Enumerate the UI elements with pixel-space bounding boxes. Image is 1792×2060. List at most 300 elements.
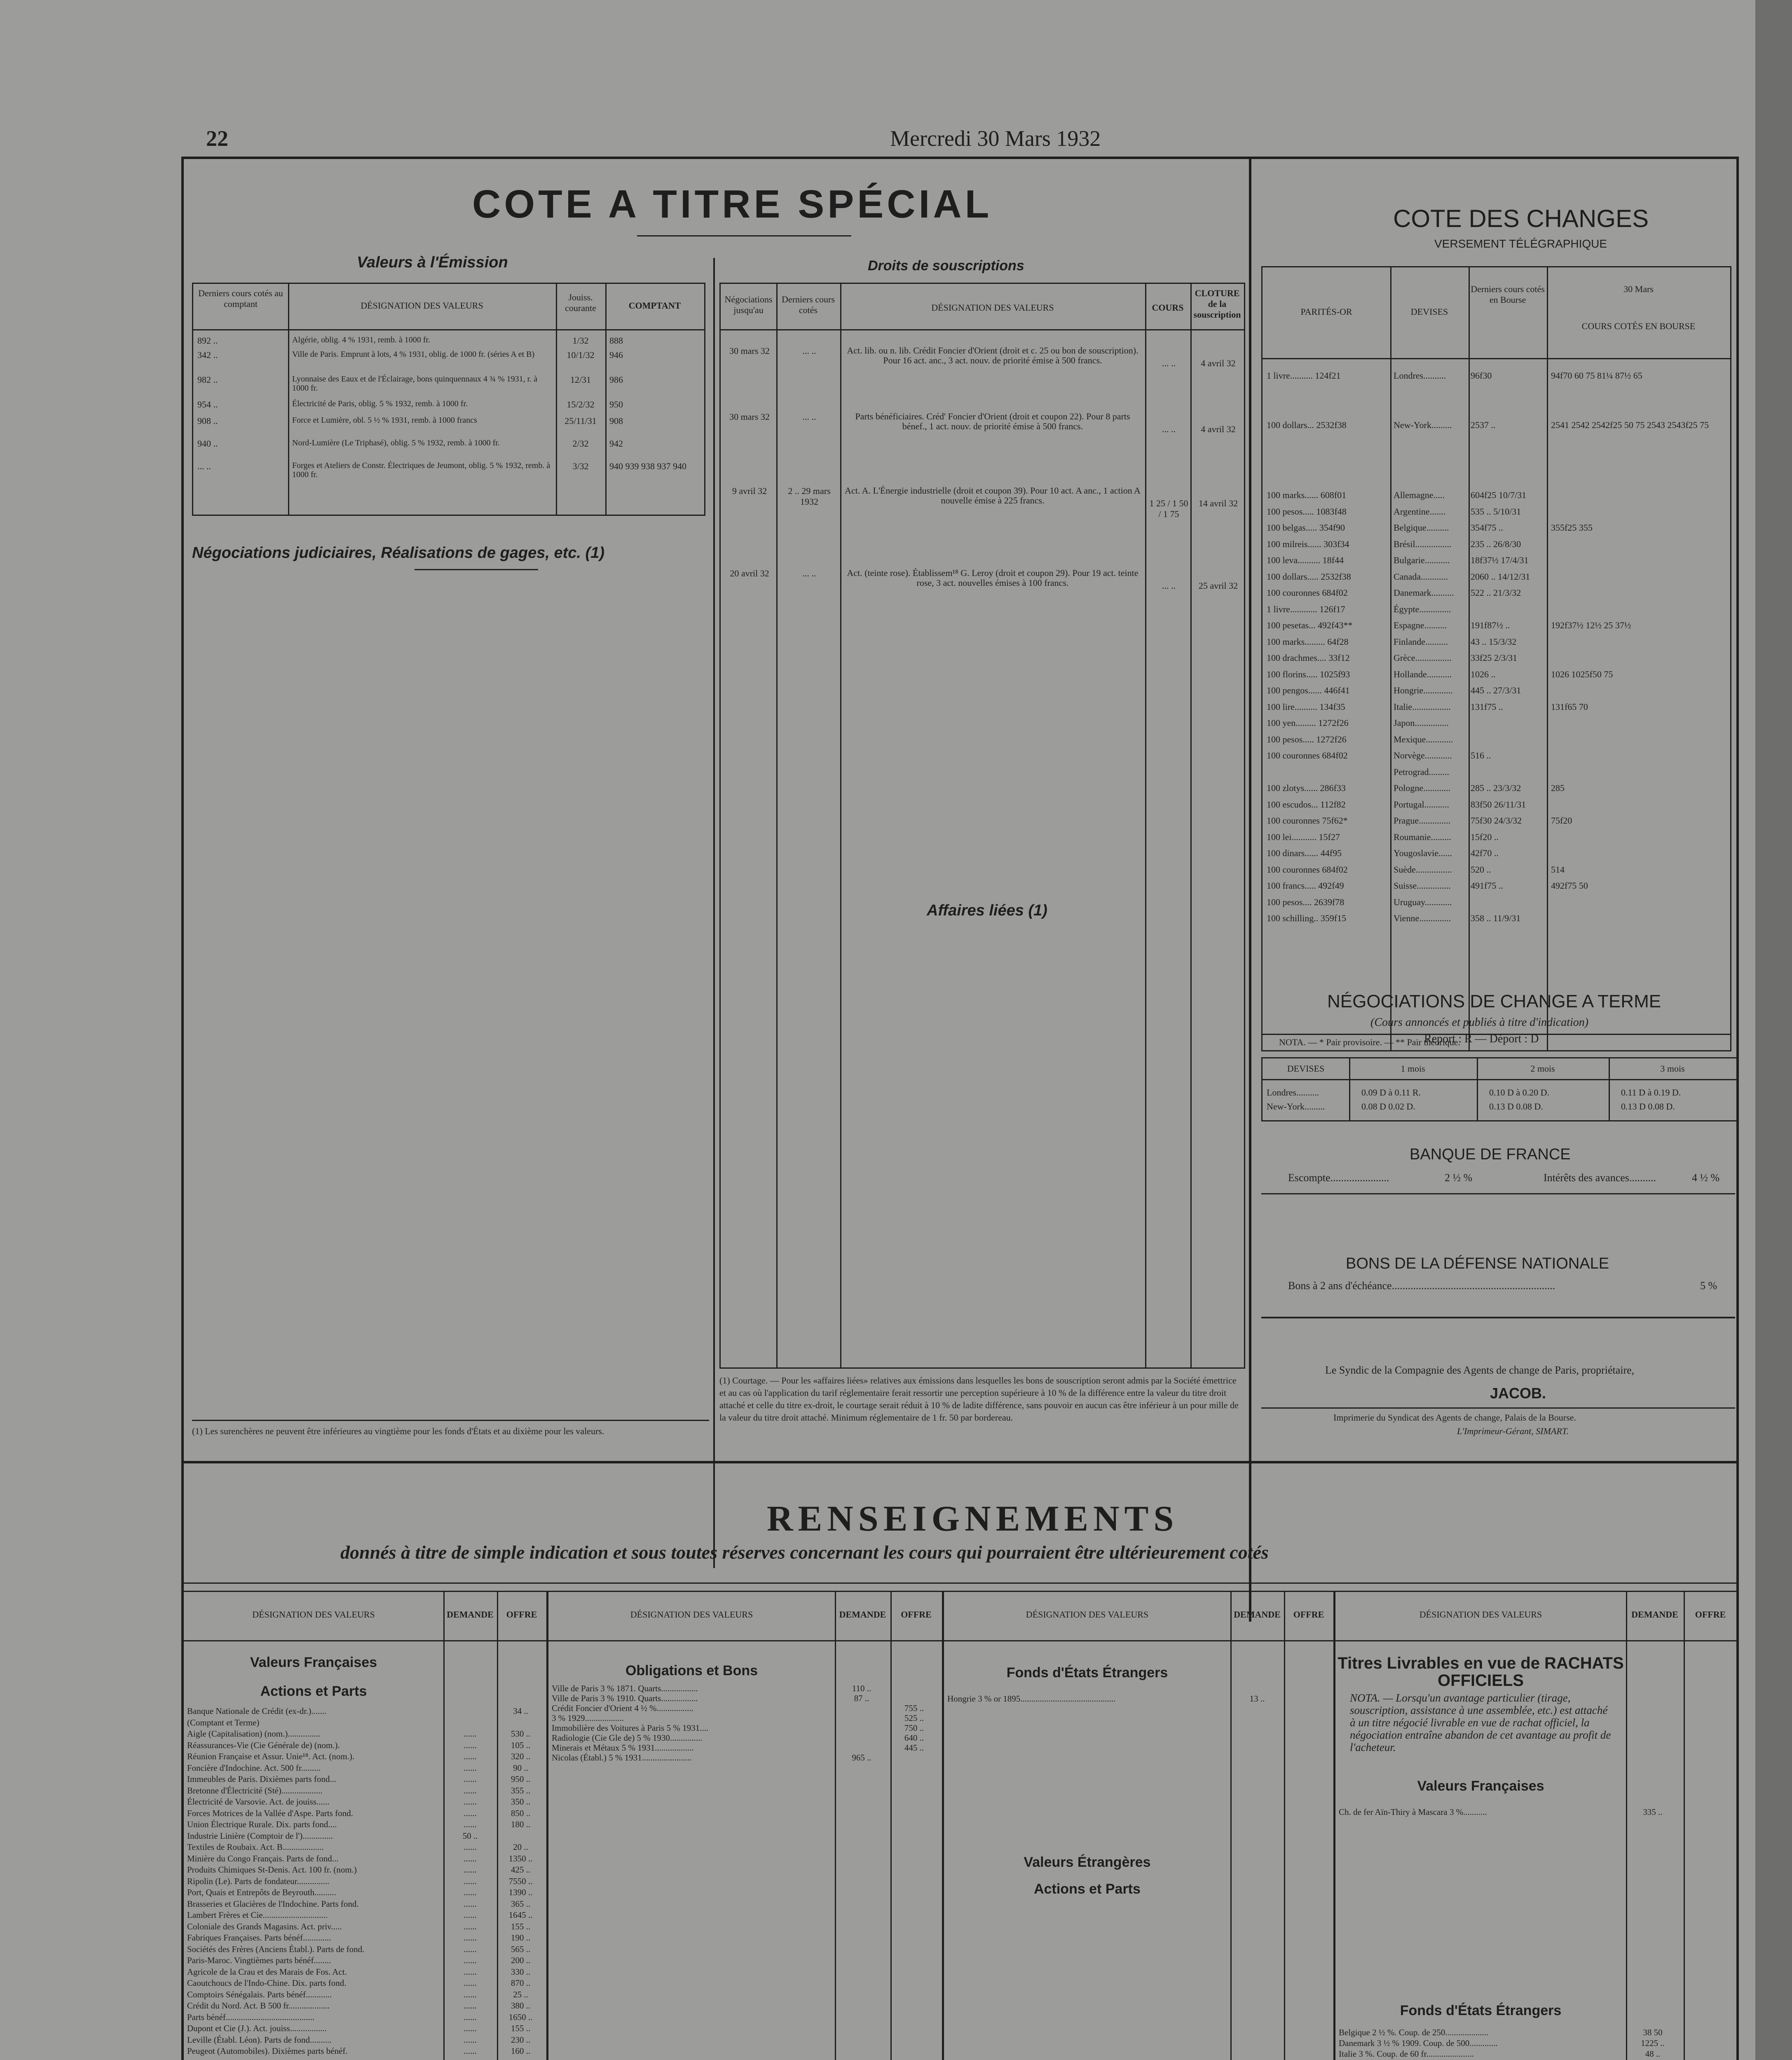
r-col3-desig: DÉSIGNATION DES VALEURS <box>1026 1609 1149 1620</box>
r-col3-offre: OFFRE <box>1293 1609 1324 1620</box>
r-row-desig: Coloniale des Grands Magasins. Act. priv..... <box>187 1921 342 1931</box>
r-row-offre: 190 .. <box>511 1933 531 1943</box>
terme-col-devise: DEVISES <box>1287 1063 1325 1074</box>
emission-comptant: 942 <box>609 438 623 449</box>
changes-parite: 100 couronnes 75f62* <box>1267 815 1348 826</box>
r-row-desig: Ch. de fer Aïn-Thiry à Mascara 3 %........... <box>1339 1807 1487 1817</box>
changes-last: 131f75 .. <box>1471 701 1503 712</box>
changes-last: 42f70 .. <box>1471 848 1499 858</box>
bons-line: Bons à 2 ans d'échéance............................................................. <box>1288 1280 1555 1292</box>
changes-parite: 100 florins..... 1025f93 <box>1267 669 1350 679</box>
changes-last: 2060 .. 14/12/31 <box>1471 571 1530 582</box>
droits-last: ... .. <box>802 568 816 578</box>
droits-col-cloture: CLOTURE de la souscription <box>1193 288 1241 320</box>
terme-m3: 0.11 D à 0.19 D. <box>1621 1087 1681 1098</box>
changes-parite: 100 pengos...... 446f41 <box>1267 685 1350 695</box>
page-number: 22 <box>206 126 228 151</box>
renseignements-grid <box>184 1591 1737 2060</box>
changes-cours: 514 <box>1551 864 1565 875</box>
changes-devise: Bulgarie........... <box>1394 555 1450 565</box>
r-col1-rows <box>184 1706 546 2060</box>
emission-comptant: 986 <box>609 375 623 385</box>
droits-cours: ... .. <box>1162 424 1176 434</box>
bons-title: BONS DE LA DÉFENSE NATIONALE <box>1346 1255 1609 1272</box>
emission-footnote: (1) Les surenchères ne peuvent être inférieures au vingtième pour les fonds d'États et au dixième pour les valeurs. <box>192 1426 604 1436</box>
syndic-line1: Le Syndic de la Compagnie des Agents de change de Paris, propriétaire, <box>1325 1364 1635 1376</box>
r-row-demande: ...... <box>464 1944 477 1954</box>
emission-jouiss: 3/32 <box>572 461 589 471</box>
r-row-desig: Banque Nationale de Crédit (ex-dr.)....... <box>187 1706 327 1716</box>
changes-devise: Argentine....... <box>1394 506 1446 517</box>
terme-legend: Report : R — Déport : D <box>1424 1032 1539 1045</box>
emission-comptant: 940 939 938 937 940 <box>609 461 686 471</box>
droits-col-desig: DÉSIGNATION DES VALEURS <box>931 302 1054 313</box>
changes-parite: 100 schilling.. 359f15 <box>1267 913 1347 923</box>
bons-rate: 5 % <box>1700 1280 1717 1292</box>
emission-comptant: 888 <box>609 335 623 346</box>
r-row-desig: Union Électrique Rurale. Dix. parts fond.... <box>187 1819 337 1829</box>
terme-m2: 0.10 D à 0.20 D. <box>1489 1087 1550 1098</box>
changes-col-devise: DEVISES <box>1410 307 1448 317</box>
terme-subtitle: (Cours annoncés et publiés à titre d'indication) <box>1370 1016 1589 1029</box>
r-row-desig: 3 % 1929.................. <box>552 1713 624 1723</box>
r-col1-desig: DÉSIGNATION DES VALEURS <box>252 1609 375 1620</box>
syndic-name: JACOB. <box>1490 1385 1546 1402</box>
r-row-demande: ...... <box>464 1853 477 1863</box>
changes-last: 43 .. 15/3/32 <box>1471 636 1517 647</box>
emission-jouiss: 2/32 <box>572 438 589 449</box>
r-col4-rows2 <box>1335 1807 1737 1832</box>
changes-parite: 100 couronnes 684f02 <box>1267 750 1348 761</box>
changes-table <box>1261 266 1731 1051</box>
r-row-desig: Produits Chimiques St-Denis. Act. 100 fr. (nom.) <box>187 1865 357 1875</box>
r-row-desig: Immobilière des Voitures à Paris 5 % 1931.... <box>552 1723 709 1733</box>
r-row-desig: Caoutchoucs de l'Indo-Chine. Dix. parts fond. <box>187 1978 347 1988</box>
r-row-offre: 1650 .. <box>508 2012 533 2022</box>
droits-table <box>719 283 1245 1369</box>
r-row-offre: 34 .. <box>513 1706 528 1716</box>
changes-parite: 100 marks......... 64f28 <box>1267 636 1349 647</box>
r-col4-heading3: Fonds d'États Étrangers <box>1400 2003 1562 2018</box>
changes-devise: Japon............... <box>1394 718 1449 728</box>
changes-parite: 100 couronnes 684f02 <box>1267 588 1348 598</box>
changes-devise: Allemagne..... <box>1394 490 1445 500</box>
changes-last: 191f87½ .. <box>1471 620 1510 630</box>
changes-col-date: 30 Mars <box>1623 284 1654 294</box>
changes-cours: 94f70 60 75 81¼ 87½ 65 <box>1551 370 1642 381</box>
adjacent-page-edge <box>1755 0 1792 2060</box>
r-col1-subheading: Actions et Parts <box>260 1683 367 1699</box>
changes-col-parite: PARITÉS-OR <box>1300 307 1352 317</box>
r-row-desig: Paris-Maroc. Vingtièmes parts bénéf........ <box>187 1955 331 1965</box>
r-row-desig: Nicolas (Établ.) 5 % 1931....................... <box>552 1753 692 1763</box>
r-row-offre: 870 .. <box>511 1978 531 1988</box>
r-row-desig: Belgique 2 ½ %. Coup. de 250.................... <box>1339 2027 1489 2037</box>
r-row-demande: ...... <box>464 1910 477 1920</box>
r-row-demande: 1225 .. <box>1641 2038 1665 2048</box>
droits-neg: 30 mars 32 <box>729 412 770 422</box>
r-row-desig: Danemark 3 ½ % 1909. Coup. de 500............. <box>1339 2038 1498 2048</box>
emission-last: 342 .. <box>197 350 218 360</box>
terme-col-1: 1 mois <box>1401 1063 1425 1074</box>
r-col4-demande: DEMANDE <box>1631 1609 1678 1620</box>
changes-last: 15f20 .. <box>1471 831 1499 842</box>
r-row-demande: 87 .. <box>854 1693 869 1703</box>
r-row-desig: Brasseries et Glacières de l'Indochine. Parts fond. <box>187 1898 359 1909</box>
changes-parite: 100 pesos..... 1272f26 <box>1267 734 1347 744</box>
r-col1-offre: OFFRE <box>506 1609 537 1620</box>
r-row-demande: ...... <box>464 1842 477 1852</box>
r-row-demande: 48 .. <box>1645 2049 1661 2059</box>
col-divider-1 <box>713 258 715 1568</box>
r-row-offre: 330 .. <box>511 1966 531 1977</box>
r-row-demande: ...... <box>464 2046 477 2056</box>
r-row-desig: Électricité de Varsovie. Act. de jouiss...... <box>187 1797 330 1807</box>
emission-desig: Force et Lumière, obl. 5 ½ % 1931, remb. à 1000 francs <box>292 416 477 425</box>
changes-last: 604f25 10/7/31 <box>1471 490 1527 500</box>
r-row-desig: Lambert Frères et Cie.............................. <box>187 1910 328 1920</box>
r-row-desig: Textiles de Roubaix. Act. B................... <box>187 1842 324 1852</box>
changes-parite: 100 pesetas... 492f43** <box>1267 620 1353 630</box>
changes-parite: 100 lire.......... 134f35 <box>1267 701 1345 712</box>
r-col2-desig: DÉSIGNATION DES VALEURS <box>630 1609 753 1620</box>
terme-title: NÉGOCIATIONS DE CHANGE A TERME <box>1327 991 1661 1011</box>
droits-neg: 9 avril 32 <box>732 486 767 496</box>
droits-last: ... .. <box>802 412 816 422</box>
r-col4-nota: NOTA. — Lorsqu'un avantage particulier (tirage, souscription, assistance à une assemblée, etc.) est attaché à un titre négocié livrable en vue de rachat officiel, la négociation entraîne abandon de cet avantage au profit de l'acheteur. <box>1350 1692 1611 1753</box>
r-col3-demande: DEMANDE <box>1234 1609 1281 1620</box>
droits-last: 2 .. 29 mars 1932 <box>788 486 831 507</box>
droits-title: Droits de souscriptions <box>868 258 1024 274</box>
r-row-desig: Fabriques Françaises. Parts bénéf............. <box>187 1933 331 1943</box>
emission-desig: Algérie, oblig. 4 % 1931, remb. à 1000 fr. <box>292 335 430 344</box>
changes-parite: 1 livre.......... 124f21 <box>1267 370 1341 381</box>
main-frame <box>181 157 1739 2060</box>
r-row-demande: ...... <box>464 1751 477 1761</box>
changes-parite: 1 livre............ 126f17 <box>1267 604 1345 614</box>
emission-comptant: 908 <box>609 416 623 426</box>
r-row-desig: Comptoirs Sénégalais. Parts bénéf............ <box>187 1989 332 1999</box>
changes-parite: 100 marks...... 608f01 <box>1267 490 1347 500</box>
changes-last: 235 .. 26/8/30 <box>1471 538 1521 549</box>
r-row-desig: Italie 3 %. Coup. de 60 fr...................... <box>1339 2049 1474 2059</box>
changes-parite: 100 drachmes.... 33f12 <box>1267 653 1350 663</box>
emission-last: 908 .. <box>197 416 218 426</box>
changes-last: 358 .. 11/9/31 <box>1471 913 1521 923</box>
r-row-offre: 425 .. <box>511 1865 531 1875</box>
r-row-desig: Forces Motrices de la Vallée d'Aspe. Parts fond. <box>187 1808 353 1818</box>
changes-last: 18f37½ 17/4/31 <box>1471 555 1529 565</box>
emission-last: 982 .. <box>197 375 218 385</box>
r-row-demande: 965 .. <box>852 1753 871 1763</box>
changes-cours: 492f75 50 <box>1551 880 1588 891</box>
changes-parite: 100 escudos... 112f82 <box>1267 799 1346 810</box>
affaires-title: Affaires liées (1) <box>927 902 1047 919</box>
changes-last: 516 .. <box>1471 750 1491 761</box>
emission-last: 940 .. <box>197 438 218 449</box>
r-col2-heading: Obligations et Bons <box>625 1663 758 1678</box>
cote-title: COTE A TITRE SPÉCIAL <box>472 182 993 226</box>
changes-devise: Espagne.......... <box>1394 620 1447 630</box>
emission-jouiss: 12/31 <box>570 375 591 385</box>
r-row-desig: Bretonne d'Électricité (Sté)................... <box>187 1785 323 1795</box>
r-row-desig: Peugeot (Automobiles). Dixièmes parts bénéf. <box>187 2046 348 2056</box>
r-row-demande: ...... <box>464 1819 477 1829</box>
r-row-offre: 160 .. <box>511 2046 531 2056</box>
emission-desig: Forges et Ateliers de Constr. Électriques de Jeumont, oblig. 5 % 1932, remb. à 1000 fr. <box>292 461 550 479</box>
droits-last: ... .. <box>802 346 816 356</box>
changes-devise: Uruguay............ <box>1394 897 1452 907</box>
droits-neg: 20 avril 32 <box>730 568 769 578</box>
r-row-demande: ...... <box>464 1808 477 1818</box>
r-row-desig: Leville (Établ. Léon). Parts de fond.......... <box>187 2034 332 2045</box>
emission-col-jouiss: Jouiss. courante <box>565 292 596 313</box>
r-row-demande: ...... <box>464 2012 477 2022</box>
changes-devise: Portugal........... <box>1394 799 1450 810</box>
r-row-desig: Ville de Paris 3 % 1910. Quarts................. <box>552 1693 698 1703</box>
droits-footnote: (1) Courtage. — Pour les «affaires liées» relatives aux émissions dans lesquelles les bons de souscription seront admis par la Société émettrice et au cas où l'application du tarif réglementaire ferait ressortir une perception supérieure à 10 % de la différence entre la valeur du titre droit attaché et celle du titre ex-droit, le courtage serait réduit à 10 % de ladite différence, sans pouvoir en aucun cas être inférieur à un pour mille de la valeur du titre droit attaché. Minimum réglementaire de 1 fr. 50 par bordereau. <box>719 1375 1239 1423</box>
emission-jouiss: 1/32 <box>572 335 589 346</box>
r-row-demande: ...... <box>464 1740 477 1750</box>
changes-parite: 100 milreis...... 303f34 <box>1267 538 1349 549</box>
changes-last: 354f75 .. <box>1471 522 1503 533</box>
r-row-demande: ...... <box>464 1898 477 1909</box>
changes-devise: Suisse............... <box>1394 880 1451 891</box>
negociations-title: Négociations judiciaires, Réalisations de gages, etc. (1) <box>192 544 604 562</box>
r-row-demande: ...... <box>464 1876 477 1886</box>
r-row-offre: 7550 .. <box>508 1876 533 1886</box>
changes-devise: Belgique.......... <box>1394 522 1449 533</box>
r-row-offre: 1350 .. <box>508 1853 533 1863</box>
changes-last: 2537 .. <box>1471 420 1496 430</box>
col-divider-2 <box>1249 159 1251 1622</box>
r-row-offre: 200 .. <box>511 1955 531 1965</box>
droits-cloture: 4 avril 32 <box>1201 424 1236 434</box>
r-row-offre: 565 .. <box>511 1944 531 1954</box>
terme-m3: 0.13 D 0.08 D. <box>1621 1101 1675 1112</box>
emission-desig: Ville de Paris. Emprunt à lots, 4 % 1931, oblig. de 1000 fr. (séries A et B) <box>292 350 535 359</box>
changes-devise: Grèce................ <box>1394 653 1452 663</box>
r-col1-heading: Valeurs Françaises <box>250 1655 377 1670</box>
r-row-demande: ...... <box>464 1785 477 1795</box>
changes-devise: Canada............ <box>1394 571 1448 582</box>
changes-last: 445 .. 27/3/31 <box>1471 685 1521 695</box>
changes-last: 285 .. 23/3/32 <box>1471 783 1521 793</box>
r-row-offre: 380 .. <box>511 2001 531 2011</box>
r-row-demande: ...... <box>464 1921 477 1931</box>
syndic-line2: Imprimerie du Syndicat des Agents de change, Palais de la Bourse. <box>1333 1412 1576 1423</box>
r-row-offre: 850 .. <box>511 1808 531 1818</box>
changes-devise: Norvège............ <box>1394 750 1452 761</box>
banque-escompte: 2 ½ % <box>1445 1172 1473 1184</box>
droits-cloture: 14 avril 32 <box>1198 498 1238 508</box>
page-header <box>181 117 1706 154</box>
r-row-offre: 155 .. <box>511 2023 531 2033</box>
r-row-offre: 950 .. <box>511 1774 531 1784</box>
emission-last: ... .. <box>197 461 211 471</box>
changes-parite: 100 pesos..... 1083f48 <box>1267 506 1347 517</box>
terme-rows <box>1263 1087 1736 1120</box>
changes-devise: Égypte.............. <box>1394 604 1451 614</box>
r-row-desig: Minerais et Métaux 5 % 1931.................. <box>552 1743 694 1753</box>
changes-subtitle: VERSEMENT TÉLÉGRAPHIQUE <box>1434 237 1607 250</box>
r-row-demande: 110 .. <box>852 1683 871 1693</box>
renseignements-title: RENSEIGNEMENTS <box>767 1499 1179 1539</box>
droits-col-cours: COURS <box>1152 302 1184 313</box>
r-row-desig: Industrie Linière (Comptoir de l').............. <box>187 1831 333 1841</box>
r-col4-rows3 <box>1335 2027 1737 2060</box>
r-row-demande: ...... <box>464 1989 477 1999</box>
page-date: Mercredi 30 Mars 1932 <box>890 126 1101 151</box>
r-row-demande: ...... <box>464 1729 477 1739</box>
r-row-offre: 365 .. <box>511 1898 531 1909</box>
changes-title: COTE DES CHANGES <box>1393 205 1649 232</box>
changes-parite: 100 francs..... 492f49 <box>1267 880 1344 891</box>
r-row-desig: Foncière d'Indochine. Act. 500 fr......... <box>187 1763 321 1773</box>
r-col3-heading: Fonds d'États Étrangers <box>1006 1665 1168 1681</box>
r-col3-subheading2: Actions et Parts <box>1034 1881 1141 1897</box>
droits-desig: Parts bénéficiaires. Créd' Foncier d'Orient (droit et coupon 22). Pour 8 parts bénef., 1 act. nouv. de priorité émise à 500 francs. <box>855 411 1130 431</box>
changes-last: 522 .. 21/3/32 <box>1471 588 1521 598</box>
changes-last: 75f30 24/3/32 <box>1471 815 1522 826</box>
r-col4-heading2: Valeurs Françaises <box>1417 1778 1544 1794</box>
droits-col-last: Derniers cours cotés <box>782 294 835 315</box>
droits-desig: Act. (teinte rose). Établissem¹⁸ G. Leroy (droit et coupon 29). Pour 19 act. teinte rose, 3 act. nouvelles émises à 100 francs. <box>847 568 1138 588</box>
terme-m1: 0.08 D 0.02 D. <box>1361 1101 1415 1112</box>
emission-jouiss: 15/2/32 <box>567 399 595 410</box>
droits-cloture: 25 avril 32 <box>1198 581 1238 591</box>
r-row-demande: ...... <box>464 1865 477 1875</box>
emission-jouiss: 10/1/32 <box>567 350 595 360</box>
r-row-offre: 90 .. <box>513 1763 528 1773</box>
r-row-demande: 38 50 <box>1643 2027 1663 2037</box>
droits-cours: ... .. <box>1162 581 1176 591</box>
r-row-offre: 20 .. <box>513 1842 528 1852</box>
terme-devise: Londres.......... <box>1267 1087 1319 1098</box>
r-col2-offre: OFFRE <box>901 1609 932 1620</box>
changes-last: 33f25 2/3/31 <box>1471 653 1518 663</box>
changes-parite: 100 dinars...... 44f95 <box>1267 848 1342 858</box>
r-row-desig: Réunion Française et Assur. Unie¹⁸. Act. (nom.). <box>187 1751 355 1761</box>
r-row-offre: 25 .. <box>513 1989 528 1999</box>
droits-cloture: 4 avril 32 <box>1201 358 1236 368</box>
changes-col-cours: COURS COTÉS EN BOURSE <box>1581 321 1696 331</box>
changes-nota: NOTA. — * Pair provisoire. — ** Pair théorique. <box>1279 1037 1460 1047</box>
droits-rows <box>721 337 1244 832</box>
r-row-demande: ...... <box>464 1887 477 1897</box>
terme-m1: 0.09 D à 0.11 R. <box>1361 1087 1421 1098</box>
emission-rows <box>193 333 704 515</box>
emission-last: 954 .. <box>197 399 218 410</box>
terme-devise: New-York......... <box>1267 1101 1325 1112</box>
r-row-offre: 755 .. <box>904 1703 924 1713</box>
changes-cours: 1026 1025f50 75 <box>1551 669 1613 679</box>
r-row-desig: Port, Quais et Entrepôts de Beyrouth.......... <box>187 1887 336 1897</box>
r-col4-offre: OFFRE <box>1695 1609 1726 1620</box>
changes-cours: 131f65 70 <box>1551 701 1588 712</box>
changes-last: 96f30 <box>1471 370 1492 381</box>
changes-devise: Suède................ <box>1394 864 1452 875</box>
r-row-desig: Hongrie 3 % or 1895............................................ <box>947 1694 1116 1704</box>
r-row-offre: 155 .. <box>511 1921 531 1931</box>
r-col1-demande: DEMANDE <box>447 1609 494 1620</box>
r-col2-rows <box>548 1683 942 1848</box>
changes-parite: 100 couronnes 684f02 <box>1267 864 1348 875</box>
emission-desig: Lyonnaise des Eaux et de l'Éclairage, bons quinquennaux 4 ¾ % 1931, r. à 1000 fr. <box>292 375 538 393</box>
changes-last: 520 .. <box>1471 864 1491 875</box>
r-row-desig: (Comptant et Terme) <box>187 1717 260 1728</box>
title-rule <box>637 235 851 236</box>
r-row-offre: 525 .. <box>904 1713 924 1723</box>
r-row-desig: Aigle (Capitalisation) (nom.)............... <box>187 1729 321 1739</box>
r-row-demande: 335 .. <box>1643 1807 1663 1817</box>
r-row-demande: ...... <box>464 1955 477 1965</box>
r-row-demande: 50 .. <box>462 1831 478 1841</box>
emission-title: Valeurs à l'Émission <box>357 254 508 271</box>
r-row-demande: ...... <box>464 1966 477 1977</box>
r-col4-desig: DÉSIGNATION DES VALEURS <box>1419 1609 1542 1620</box>
changes-devise: Petrograd......... <box>1394 766 1450 777</box>
r-row-demande: ...... <box>464 1797 477 1807</box>
changes-last: 83f50 26/11/31 <box>1471 799 1526 810</box>
renseignements-subtitle: donnés à titre de simple indication et sous toutes réserves concernant les cours qui pourraient être ultérieurement cotés <box>340 1542 1269 1563</box>
r-row-desig: Réassurances-Vie (Cie Générale de) (nom.). <box>187 1740 340 1750</box>
r-row-offre: 320 .. <box>511 1751 531 1761</box>
r-row-demande: ...... <box>464 2023 477 2033</box>
r-row-offre: 350 .. <box>511 1797 531 1807</box>
r-col3-rows <box>944 1694 1333 1718</box>
changes-cours: 285 <box>1551 783 1565 793</box>
banque-escompte-label: Escompte...................... <box>1288 1172 1389 1184</box>
changes-devise: Prague.............. <box>1394 815 1451 826</box>
changes-devise: Danemark.......... <box>1394 588 1454 598</box>
terme-col-2: 2 mois <box>1530 1063 1555 1074</box>
emission-jouiss: 25/11/31 <box>565 416 597 426</box>
r-row-desig: Crédit Foncier d'Orient 4 ½ %................. <box>552 1703 693 1713</box>
r-col3-heading2: Valeurs Étrangères <box>1024 1854 1151 1870</box>
emission-desig: Électricité de Paris, oblig. 5 % 1932, remb. à 1000 fr. <box>292 399 468 408</box>
changes-last: 1026 .. <box>1471 669 1496 679</box>
droits-cours: 1 25 / 1 50 / 1 75 <box>1149 498 1188 519</box>
r-row-offre: 1390 .. <box>508 1887 533 1897</box>
changes-col-last: Derniers cours cotés en Bourse <box>1471 284 1545 305</box>
changes-parite: 100 dollars..... 2532f38 <box>1267 571 1351 582</box>
changes-parite: 100 zlotys...... 286f33 <box>1267 783 1346 793</box>
changes-devise: Hongrie............. <box>1394 685 1453 695</box>
changes-devise: Roumanie......... <box>1394 831 1451 842</box>
changes-rows <box>1263 366 1730 1025</box>
changes-devise: Londres.......... <box>1394 370 1446 381</box>
r-col2-demande: DEMANDE <box>839 1609 886 1620</box>
emission-comptant: 946 <box>609 350 623 360</box>
changes-devise: Hollande........... <box>1394 669 1452 679</box>
r-row-offre: 640 .. <box>904 1733 924 1743</box>
r-row-offre: 530 .. <box>511 1729 531 1739</box>
changes-devise: Yougoslavie...... <box>1394 848 1452 858</box>
changes-devise: Mexique............ <box>1394 734 1453 744</box>
r-row-desig: Sociétés des Frères (Anciens Établ.). Parts de fond. <box>187 1944 365 1954</box>
emission-table <box>192 283 705 516</box>
changes-cours: 2541 2542 2542f25 50 75 2543 2543f25 75 <box>1551 420 1709 430</box>
droits-desig: Act. lib. ou n. lib. Crédit Foncier d'Orient (droit et c. 25 ou bon de souscription). Pour 16 act. anc., 3 act. nouv. de priorité émise à 500 francs. <box>847 345 1138 365</box>
droits-col-neg: Négociations jusqu'au <box>724 294 773 315</box>
emission-col-last: Derniers cours cotés au comptant <box>198 288 283 309</box>
changes-cours: 75f20 <box>1551 815 1572 826</box>
r-row-desig: Radiologie (Cie Gle de) 5 % 1930............... <box>552 1733 703 1743</box>
syndic-line3: L'Imprimeur-Gérant, SIMART. <box>1457 1426 1569 1436</box>
changes-devise: Vienne.............. <box>1394 913 1451 923</box>
r-row-offre: 445 .. <box>904 1743 924 1753</box>
